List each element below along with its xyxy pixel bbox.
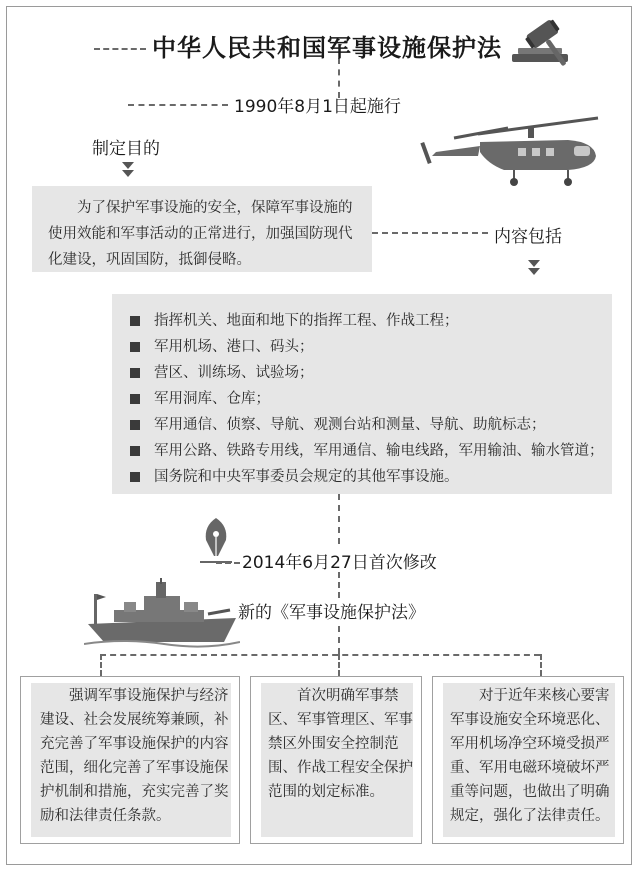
title-connector-line [94,48,146,50]
change-text-1: 强调军事设施保护与经济建设、社会发展统筹兼顾，补充完善了军事设施保护的内容范围，细化完善了军事设施保护机制和措施，充实完善了奖励和法律责任条款。 [40,688,229,824]
date-connector-line [128,104,228,106]
new-law-title: 新的《军事设施保护法》 [238,603,425,623]
list-item: 军用机场、港口、码头； [120,334,606,360]
square-bullet-icon [130,342,140,352]
list-item: 营区、训练场、试验场； [120,360,606,386]
branch-right [540,654,542,676]
revision-connector-line [216,562,240,564]
spine-line-4 [338,626,340,654]
purpose-text: 为了保护军事设施的安全，保障军事设施的使用效能和军事活动的正常进行，加强国防现代化建设，巩固国防，抵御侵略。 [48,200,353,268]
page-title: 中华人民共和国军事设施保护法 [152,34,502,62]
list-item: 国务院和中央军事委员会规定的其他军事设施。 [120,464,606,490]
branch-left [100,654,102,676]
list-item: 军用洞库、仓库； [120,386,606,412]
warship-icon [84,576,240,652]
change-text-3: 对于近年来核心要害军事设施安全环境恶化、军用机场净空环境受损严重、军用电磁环境破坏严重等问题，也做出了明确规定，强化了法律责任。 [450,688,610,824]
list-item: 军用公路、铁路专用线，军用通信、输电线路，军用输油、输水管道； [120,438,606,464]
branch-middle [338,654,340,676]
revision-date: 2014年6月27日首次修改 [242,553,437,573]
helicopter-icon [418,112,604,188]
list-item: 指挥机关、地面和地下的指挥工程、作战工程； [120,308,606,334]
square-bullet-icon [130,472,140,482]
square-bullet-icon [130,316,140,326]
triangle-down-icon-2 [526,258,542,278]
spine-line-3 [338,572,340,598]
square-bullet-icon [130,446,140,456]
square-bullet-icon [130,394,140,404]
effective-date: 1990年8月1日起施行 [234,97,401,117]
triangle-down-icon [120,160,136,180]
square-bullet-icon [130,368,140,378]
change-text-2: 首次明确军事禁区、军事管理区、军事禁区外围安全控制范围、作战工程安全保护范围的划定标准。 [268,688,413,800]
contents-list [120,308,606,490]
pen-nib-icon [196,516,236,564]
gavel-icon [506,12,584,70]
content-connector-line [372,232,488,234]
square-bullet-icon [130,420,140,430]
branch-line [100,654,540,656]
purpose-label: 制定目的 [92,139,160,159]
list-item: 军用通信、侦察、导航、观测台站和测量、导航、助航标志； [120,412,606,438]
spine-line-2 [338,494,340,544]
contents-label: 内容包括 [494,227,562,247]
